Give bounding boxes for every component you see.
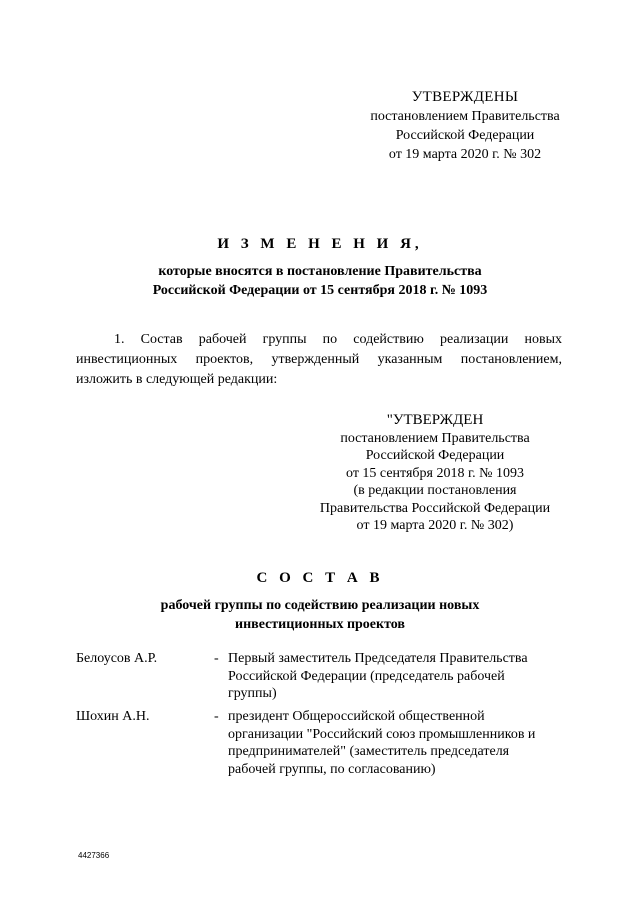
- paragraph-line: инвестиционных проектов, утвержденный указанным постановлением,: [76, 352, 562, 367]
- changes-subtitle-line: Российской Федерации от 15 сентября 2018 г. № 1093: [152, 283, 488, 298]
- member-description-line: Российской Федерации (председатель рабочей: [228, 668, 505, 684]
- quoted-approval-line: постановлением Правительства: [340, 430, 530, 446]
- changes-subtitle: [0, 262, 640, 300]
- member-name: Шохин А.Н.: [76, 709, 150, 724]
- quoted-approval-line: от 19 марта 2020 г. № 302): [356, 518, 514, 533]
- quoted-approval-block: [310, 412, 560, 535]
- approval-line: от 19 марта 2020 г. № 302: [388, 147, 542, 162]
- member-description: [228, 708, 568, 778]
- quoted-approval-line: от 15 сентября 2018 г. № 1093: [346, 465, 524, 481]
- quoted-approval-line: (в редакции постановления: [353, 483, 517, 498]
- quoted-approval-line: Правительства Российской Федерации: [319, 500, 551, 516]
- quoted-approval-line: Российской Федерации: [365, 448, 505, 463]
- member-description-line: предпринимателей" (заместитель председателя: [228, 744, 510, 759]
- quoted-approval-heading: "УТВЕРЖДЕН: [386, 412, 484, 428]
- document-code: 4427366: [78, 851, 110, 860]
- composition-subtitle-line: инвестиционных проектов: [235, 617, 405, 632]
- member-name: Белоусов А.Р.: [76, 651, 158, 666]
- approval-block: [340, 88, 590, 164]
- composition-title: С О С Т А В: [256, 570, 384, 586]
- changes-title: И З М Е Н Е Н И Я,: [217, 236, 423, 252]
- composition-subtitle: [0, 596, 640, 634]
- composition-subtitle-line: рабочей группы по содействию реализации новых: [160, 598, 480, 613]
- member-dash: -: [214, 709, 219, 724]
- member-description-line: Первый заместитель Председателя Правительства: [228, 651, 528, 666]
- approval-heading: УТВЕРЖДЕНЫ: [411, 89, 519, 105]
- member-description-line: группы): [228, 686, 277, 701]
- member-description: [228, 650, 568, 703]
- paragraph-line: изложить в следующей редакции:: [76, 372, 278, 387]
- member-description-line: рабочей группы, по согласованию): [228, 761, 436, 777]
- member-description-line: организации "Российский союз промышленников и: [228, 726, 536, 742]
- member-dash: -: [214, 651, 219, 666]
- approval-line: Российской Федерации: [395, 128, 535, 143]
- member-description-line: президент Общероссийской общественной: [228, 709, 485, 724]
- approval-line: постановлением Правительства: [370, 109, 560, 124]
- changes-subtitle-line: которые вносятся в постановление Правительства: [158, 264, 482, 279]
- paragraph-1: [76, 330, 562, 390]
- paragraph-line: 1. Состав рабочей группы по содействию реализации новых: [114, 332, 562, 347]
